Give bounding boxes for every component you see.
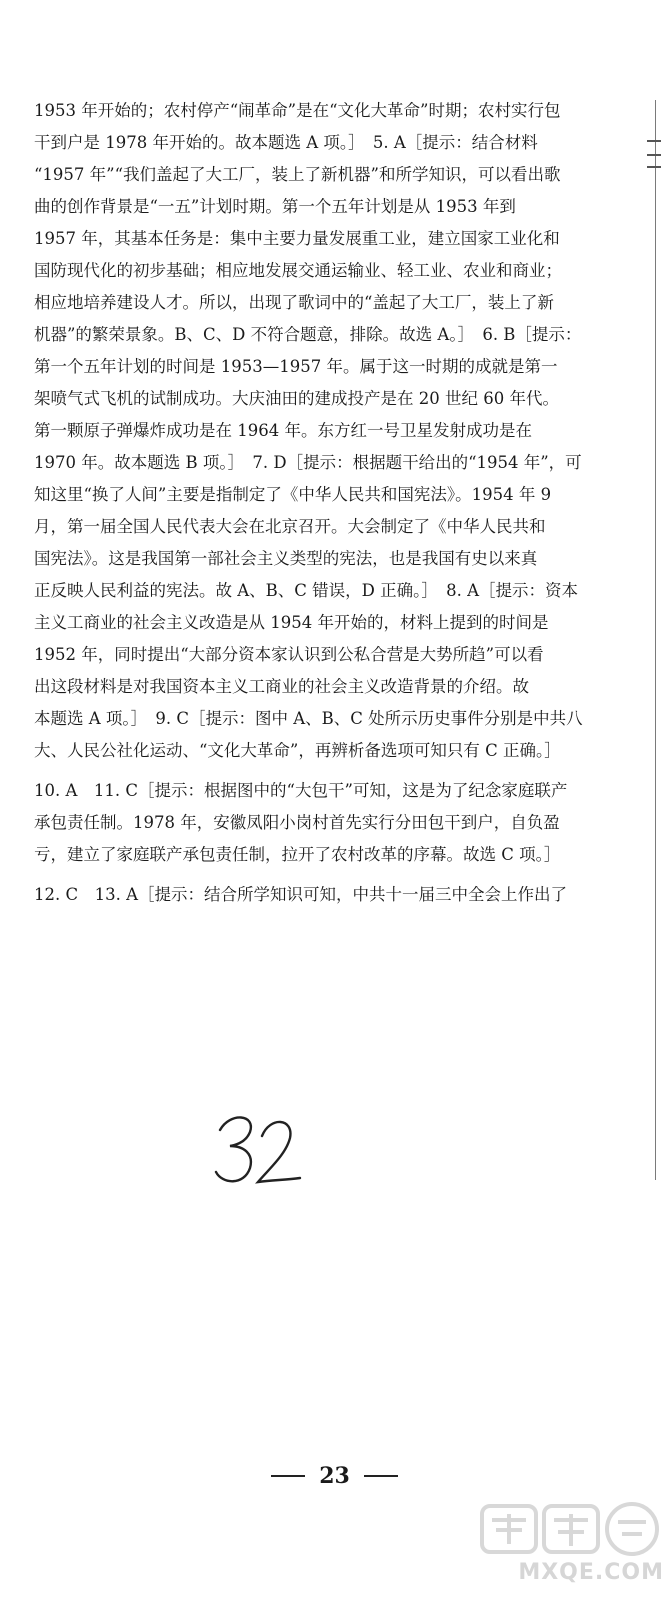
text-line: 相应地培养建设人才。所以，出现了歌词中的“盖起了大工厂，装上了新 xyxy=(34,293,554,312)
text-line: 10. A 11. C［提示：根据图中的“大包干”可知，这是为了纪念家庭联产 xyxy=(34,781,568,800)
page-footer xyxy=(0,1456,669,1496)
edge-mark xyxy=(647,140,661,142)
edge-rule xyxy=(655,100,656,1180)
handwritten-note xyxy=(212,1108,302,1190)
text-line: 第一个五年计划的时间是 1953—1957 年。属于这一时期的成就是第一 xyxy=(34,357,558,376)
text-line: 大、人民公社化运动、“文化大革命”，再辨析备选项可知只有 C 正确。］ xyxy=(34,741,561,760)
text-line: 1957 年，其基本任务是：集中主要力量发展重工业，建立国家工业化和 xyxy=(34,229,560,248)
text-line: 出这段材料是对我国资本主义工商业的社会主义改造背景的介绍。故 xyxy=(34,677,529,696)
text-line: 干到户是 1978 年开始的。故本题选 A 项。］ 5. A［提示：结合材料 xyxy=(34,133,538,152)
text-line: 1970 年。故本题选 B 项。］ 7. D［提示：根据题干给出的“1954 年”，可 xyxy=(34,453,582,472)
watermark-logo xyxy=(478,1500,664,1558)
text-line: 机器”的繁荣景象。B、C、D 不符合题意，排除。故选 A。］ 6. B［提示： xyxy=(34,325,582,344)
text-line: 国宪法》。这是我国第一部社会主义类型的宪法，也是我国有史以来真 xyxy=(34,549,538,568)
text-line: 1953 年开始的；农村停产“闹革命”是在“文化大革命”时期；农村实行包 xyxy=(34,101,561,120)
footer-dash-right xyxy=(364,1475,398,1477)
page-number: 23 xyxy=(319,1463,350,1489)
text-line: 主义工商业的社会主义改造是从 1954 年开始的，材料上提到的时间是 xyxy=(34,613,549,632)
text-line: 第一颗原子弹爆炸成功是在 1964 年。东方红一号卫星发射成功是在 xyxy=(34,421,532,440)
text-line: 知这里“换了人间”主要是指制定了《中华人民共和国宪法》。1954 年 9 xyxy=(34,485,552,504)
text-line: 亏，建立了家庭联产承包责任制，拉开了农村改革的序幕。故选 C 项。］ xyxy=(34,845,561,864)
text-line: 12. C 13. A［提示：结合所学知识可知，中共十一届三中全会上作出了 xyxy=(34,885,568,904)
watermark-url: MXQE.COM xyxy=(518,1560,664,1585)
text-line: 本题选 A 项。］ 9. C［提示：图中 A、B、C 处所示历史事件分别是中共八 xyxy=(34,709,583,728)
text-line: 月，第一届全国人民代表大会在北京召开。大会制定了《中华人民共和 xyxy=(34,517,546,536)
answer-text-block xyxy=(34,95,634,911)
text-line: 承包责任制。1978 年，安徽凤阳小岗村首先实行分田包干到户，自负盈 xyxy=(34,813,560,832)
text-line: 架喷气式飞机的试制成功。大庆油田的建成投产是在 20 世纪 60 年代。 xyxy=(34,389,559,408)
watermark xyxy=(478,1500,664,1596)
edge-mark xyxy=(647,154,661,168)
text-line: “1957 年”“我们盖起了大工厂，装上了新机器”和所学知识，可以看出歌 xyxy=(34,165,561,184)
text-line: 国防现代化的初步基础；相应地发展交通运输业、轻工业、农业和商业； xyxy=(34,261,562,280)
text-line: 正反映人民利益的宪法。故 A、B、C 错误，D 正确。］ 8. A［提示：资本 xyxy=(34,581,579,600)
page-edge-margin xyxy=(645,100,669,1180)
footer-dash-left xyxy=(271,1475,305,1477)
text-line: 1952 年，同时提出“大部分资本家认识到公私合营是大势所趋”可以看 xyxy=(34,645,544,664)
text-line: 曲的创作背景是“一五”计划时期。第一个五年计划是从 1953 年到 xyxy=(34,197,516,216)
